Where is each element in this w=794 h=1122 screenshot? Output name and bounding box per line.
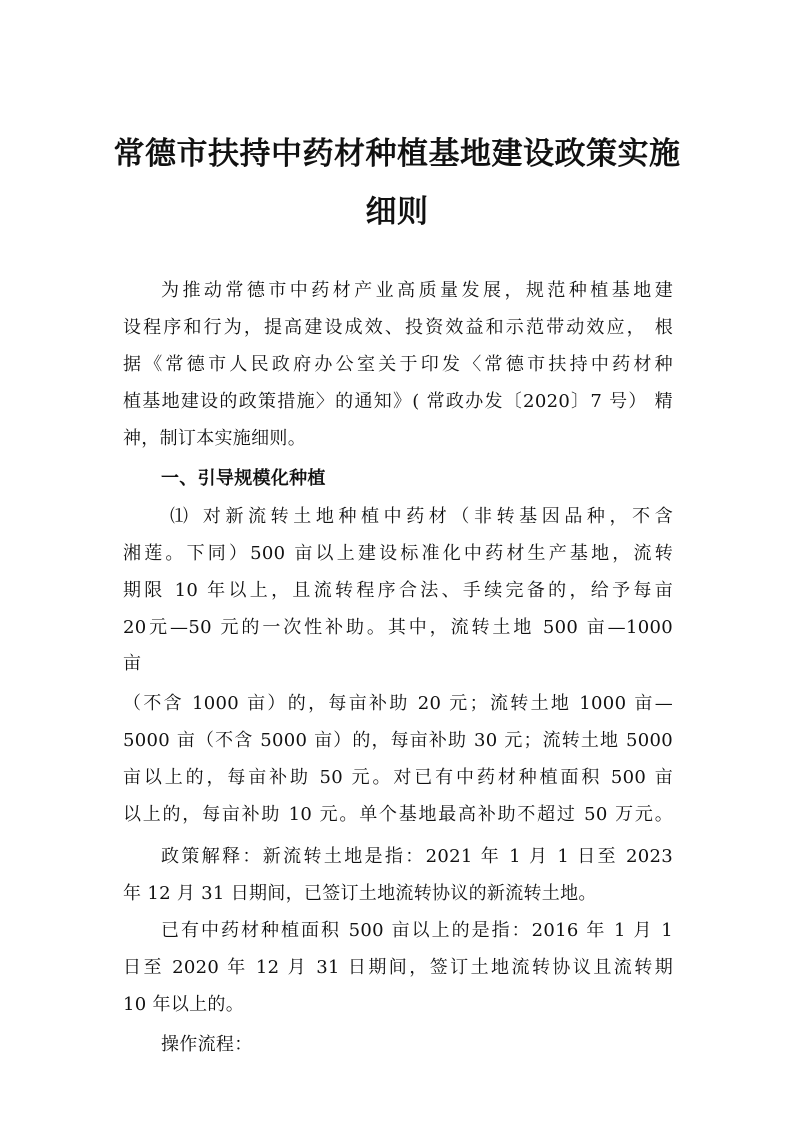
intro-line: 神，制订本实施细则。 [123,428,306,449]
item-line: 亩 [123,653,142,674]
document-title-line-2: 细则 [365,194,429,230]
intro-line: 设程序和行为，提高建设成效、投资效益和示范带动效应， 根 [123,317,673,338]
item-line: 亩以上的，每亩补助 50 元。对已有中药材种植面积 500 亩 [123,767,673,788]
section-heading: 一、引导规模化种植 [161,468,326,489]
policy-explanation-line: 年 12 月 31 日期间，已签订土地流转协议的新流转土地。 [123,883,597,904]
item-line: 期限 10 年以上，且流转程序合法、手续完备的，给予每亩 [123,580,673,601]
item-line: 5000 亩（不含 5000 亩）的，每亩补助 30 元；流转土地 5000 [123,730,673,751]
item-line: 20元—50 元的一次性补助。其中，流转土地 500 亩—1000 [123,617,673,638]
document-title-line-1: 常德市扶持中药材种植基地建设政策实施 [113,136,681,172]
existing-area-line: 已有中药材种植面积 500 亩以上的是指：2016 年 1 月 1 [161,920,673,941]
intro-line: 为推动常德市中药材产业高质量发展，规范种植基地建 [161,280,673,301]
existing-area-line: 日至 2020 年 12 月 31 日期间，签订土地流转协议且流转期 [123,957,673,978]
policy-explanation-line: 政策解释：新流转土地是指：2021 年 1 月 1 日至 2023 [161,846,673,867]
intro-line: 据《常德市人民政府办公室关于印发〈常德市扶持中药材种 [123,354,673,375]
item-line: 湘莲。下同）500 亩以上建设标准化中药材生产基地，流转 [123,543,673,564]
operation-flow-label: 操作流程： [161,1034,253,1055]
intro-line: 植基地建设的政策措施〉的通知》( 常政办发〔2020〕7 号） 精 [123,391,673,412]
existing-area-line: 10 年以上的。 [123,994,245,1015]
item-line: ⑴ 对新流转土地种植中药材（非转基因品种，不含 [170,506,673,527]
item-line: （不含 1000 亩）的，每亩补助 20 元；流转土地 1000 亩— [123,693,673,714]
item-line: 以上的，每亩补助 10 元。单个基地最高补助不超过 50 万元。 [123,804,673,825]
